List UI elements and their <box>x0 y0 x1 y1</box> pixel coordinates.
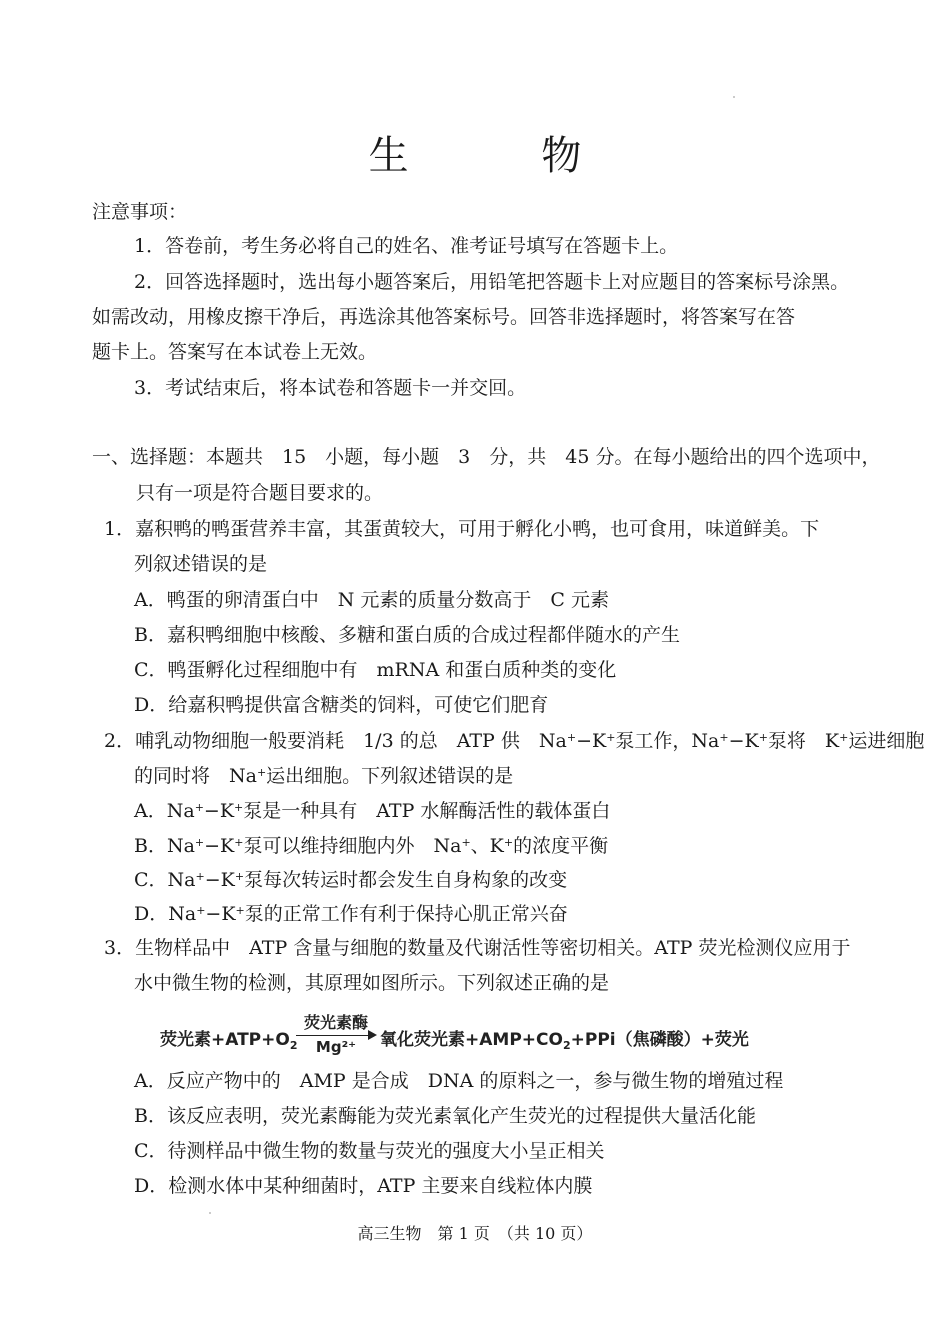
q2-option-c: C．Na+−K+泵每次转运时都会发生自身构象的改变 <box>134 869 568 891</box>
page-footer: 高三生物 第 1 页 （共 10 页） <box>357 1224 593 1243</box>
reaction-arrow <box>296 1010 376 1060</box>
cofactor-label: Mg²⁺ <box>315 1038 357 1056</box>
arrow-shaft <box>296 1035 372 1036</box>
q3-option-b: B．该反应表明，荧光素酶能为荧光素氧化产生荧光的过程提供大量活化能 <box>134 1105 756 1127</box>
q2-option-a: A．Na+−K+泵是一种具有 ATP 水解酶活性的载体蛋白 <box>134 800 611 822</box>
section-1-heading: 一、选择题：本题共 15 小题，每小题 3 分，共 45 分。在每小题给出的四个选项中， <box>92 446 881 468</box>
q2-stem-line-2: 的同时将 Na+运出细胞。下列叙述错误的是 <box>134 765 514 787</box>
notice-item-3: 3．考试结束后，将本试卷和答题卡一并交回。 <box>134 377 527 399</box>
equation-products: 氧化荧光素$+AMP+CO_2+PPi$（焦磷酸）+荧光 <box>380 1030 749 1052</box>
q3-option-d: D．检测水体中某种细菌时，ATP 主要来自线粒体内膜 <box>134 1175 593 1197</box>
q3-option-a: A．反应产物中的 AMP 是合成 DNA 的原料之一，参与微生物的增殖过程 <box>134 1070 784 1092</box>
q1-option-d: D．给嘉积鸭提供富含糖类的饲料，可使它们肥育 <box>134 694 549 716</box>
q2-option-b: B．Na+−K+泵可以维持细胞内外 Na+、K+的浓度平衡 <box>134 835 609 857</box>
q3-option-c: C．待测样品中微生物的数量与荧光的强度大小呈正相关 <box>134 1140 605 1162</box>
q2-stem-line-1: 2．哺乳动物细胞一般要消耗 1/3 的总 ATP 供 Na+−K+泵工作，Na+−K+泵将 K+运进细胞 <box>104 730 925 752</box>
q1-option-c: C．鸭蛋孵化过程细胞中有 mRNA 和蛋白质种类的变化 <box>134 659 617 681</box>
q2-option-d: D．Na+−K+泵的正常工作有利于保持心肌正常兴奋 <box>134 903 568 925</box>
notice-heading: 注意事项： <box>92 201 188 223</box>
page-title: 生 物 <box>368 133 642 179</box>
scan-speck <box>209 1212 211 1214</box>
q1-stem-line-1: 1．嘉积鸭的鸭蛋营养丰富，其蛋黄较大，可用于孵化小鸭，也可食用，味道鲜美。下 <box>104 518 820 540</box>
scan-speck <box>733 96 735 98</box>
q1-option-b: B．嘉积鸭细胞中核酸、多糖和蛋白质的合成过程都伴随水的产生 <box>134 624 680 646</box>
notice-item-1: 1．答卷前，考生务必将自己的姓名、准考证号填写在答题卡上。 <box>134 235 679 257</box>
q1-option-a: A．鸭蛋的卵清蛋白中 N 元素的质量分数高于 C 元素 <box>134 589 609 611</box>
notice-item-2-line-1: 2．回答选择题时，选出每小题答案后，用铅笔把答题卡上对应题目的答案标号涂黑。 <box>134 271 850 293</box>
q3-stem-line-1: 3．生物样品中 ATP 含量与细胞的数量及代谢活性等密切相关。ATP 荧光检测仪应用于 <box>104 937 851 959</box>
q3-stem-line-2: 水中微生物的检测，其原理如图所示。下列叙述正确的是 <box>134 972 610 994</box>
section-1-heading-cont: 只有一项是符合题目要求的。 <box>136 482 384 504</box>
enzyme-label: 荧光素酶 <box>303 1013 368 1032</box>
notice-item-2-line-3: 题卡上。答案写在本试卷上无效。 <box>92 341 378 363</box>
q1-stem-line-2: 列叙述错误的是 <box>134 553 268 575</box>
equation-reactants: 荧光素$+ATP+O_2$ <box>160 1030 298 1052</box>
notice-item-2-line-2: 如需改动，用橡皮擦干净后，再选涂其他答案标号。回答非选择题时，将答案写在答 <box>92 306 796 328</box>
